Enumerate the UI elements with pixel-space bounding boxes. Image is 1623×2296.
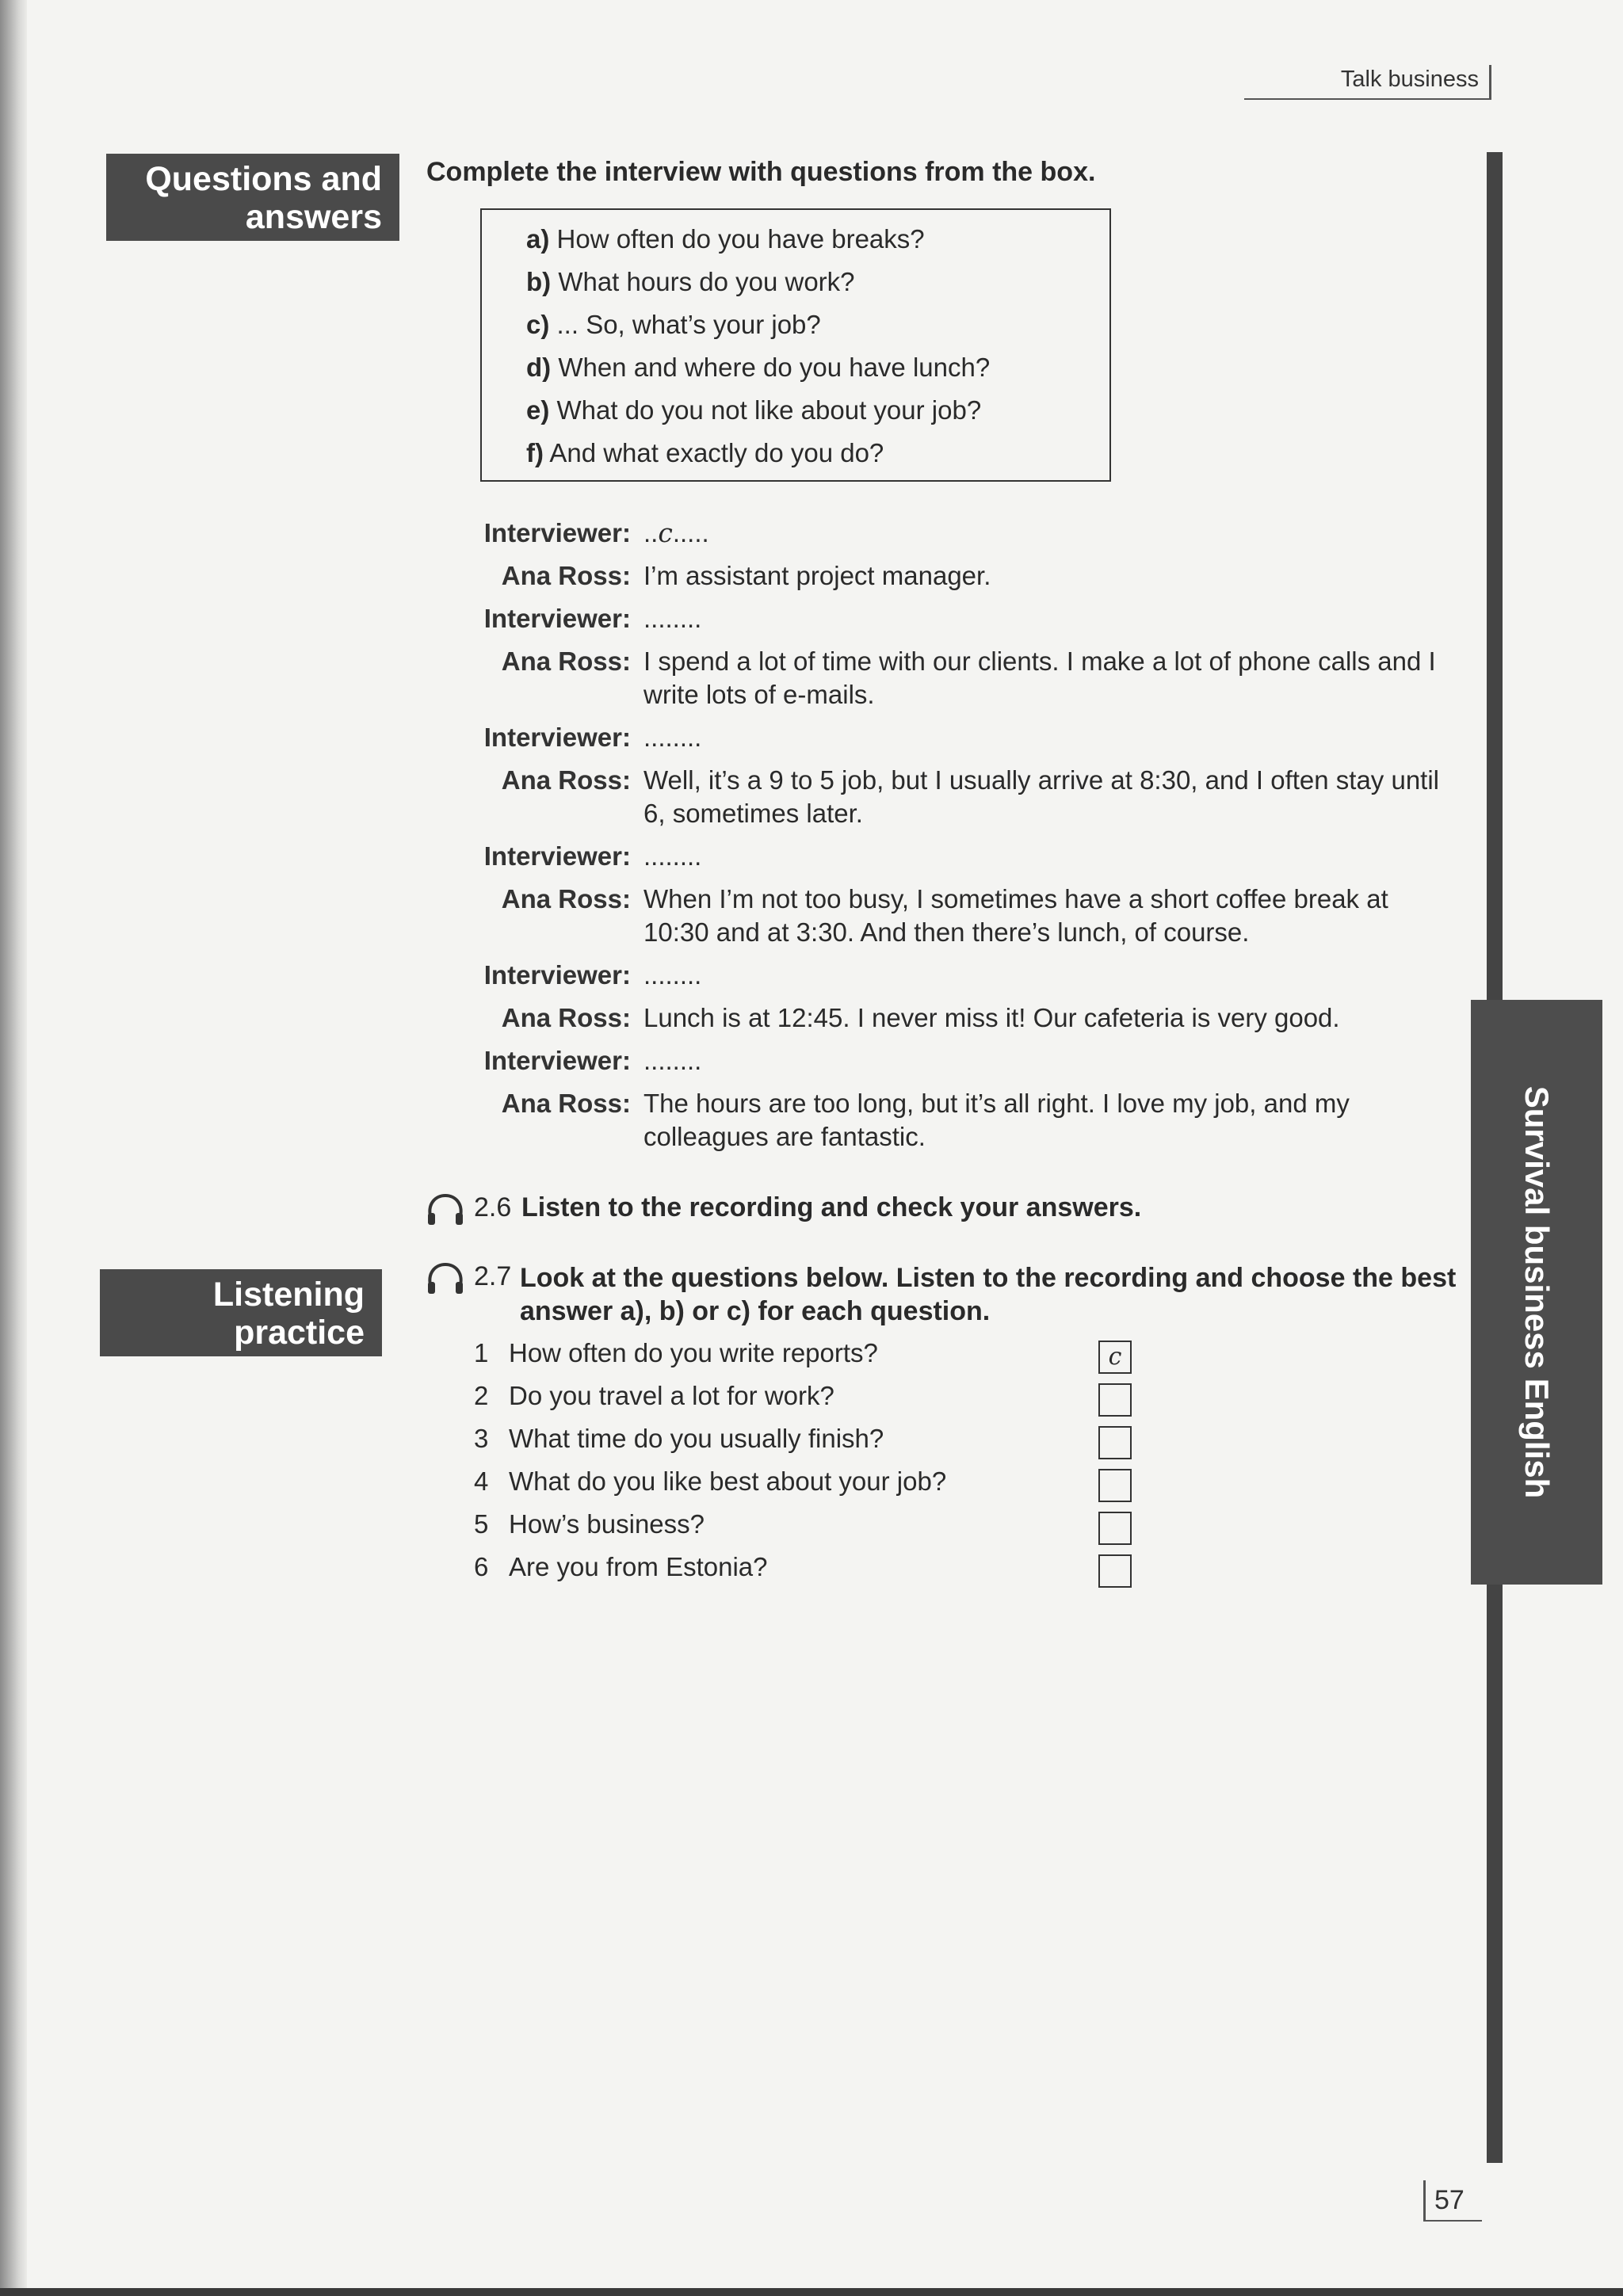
- item-question: Do you travel a lot for work?: [509, 1381, 834, 1410]
- list-item: [474, 1507, 1140, 1550]
- option-text: How often do you have breaks?: [556, 224, 925, 254]
- page-gutter-shadow: [0, 0, 27, 2296]
- listening-instruction: Listen to the recording and check your answers.: [521, 1192, 1142, 1222]
- blank-dots: .....: [672, 518, 709, 547]
- question-option: [526, 346, 1109, 389]
- list-item: [474, 1550, 1140, 1592]
- speaker: Ana Ross:: [501, 1089, 631, 1118]
- section-label-line: Questions and: [145, 160, 382, 198]
- speaker: Ana Ross:: [501, 1003, 631, 1032]
- exercise-instruction: Complete the interview with questions from the box.: [426, 157, 1096, 187]
- dialogue-turn: [475, 602, 1458, 635]
- dialogue-turn: [475, 883, 1458, 949]
- dialogue-turn: [475, 721, 1458, 754]
- item-number: 4: [474, 1466, 489, 1496]
- item-number: 6: [474, 1552, 489, 1581]
- headphones-icon: [425, 1261, 466, 1296]
- question-option: [526, 218, 1109, 261]
- listening-question-list: [474, 1336, 1140, 1592]
- answer-blank[interactable]: ........: [643, 960, 702, 990]
- item-number: 1: [474, 1338, 489, 1367]
- option-text: What do you not like about your job?: [556, 395, 982, 425]
- dialogue-turn: [475, 1087, 1458, 1154]
- question-option: [526, 303, 1109, 346]
- section-label-line: answers: [245, 198, 382, 236]
- utterance: I spend a lot of time with our clients. I make a lot of phone calls and I write lots of e-mails.: [643, 646, 1436, 709]
- utterance: When I’m not too busy, I sometimes have a short coffee break at 10:30 and at 3:30. And then there’s lunch, of course.: [643, 884, 1388, 947]
- speaker: Interviewer:: [483, 604, 631, 633]
- handwritten-answer: c: [658, 517, 673, 548]
- listening-instruction: Look at the questions below. Listen to the recording and choose the best answer a), b) or c) for each question.: [520, 1263, 1457, 1326]
- utterance: The hours are too long, but it’s all right. I love my job, and my colleagues are fantastic.: [643, 1089, 1350, 1151]
- option-letter: e): [526, 395, 550, 425]
- speaker: Interviewer:: [483, 518, 631, 547]
- page-number-rule: [1423, 2220, 1482, 2222]
- option-text: And what exactly do you do?: [549, 438, 884, 467]
- interview-dialogue: [475, 517, 1458, 1163]
- page-number: [1423, 2180, 1482, 2222]
- side-tab-label: Survival business English: [1518, 1085, 1556, 1499]
- track-number: 2.6: [474, 1192, 512, 1222]
- headphones-icon: [425, 1192, 466, 1227]
- running-head: [1244, 65, 1491, 100]
- utterance: Lunch is at 12:45. I never miss it! Our cafeteria is very good.: [643, 1003, 1340, 1032]
- dialogue-turn: [475, 517, 1458, 550]
- page-number-bracket: [1423, 2180, 1426, 2222]
- question-option: [526, 261, 1109, 303]
- speaker: Ana Ross:: [501, 646, 631, 676]
- answer-blank[interactable]: ........: [643, 723, 702, 752]
- speaker: Interviewer:: [483, 960, 631, 990]
- item-question: What do you like best about your job?: [509, 1466, 947, 1496]
- option-letter: c): [526, 310, 550, 339]
- item-question: How’s business?: [509, 1509, 705, 1539]
- section-label-line: practice: [234, 1314, 365, 1352]
- dialogue-turn: [475, 840, 1458, 873]
- blank-dots: ..: [643, 518, 659, 547]
- dialogue-turn: [475, 1001, 1458, 1035]
- option-letter: d): [526, 353, 552, 382]
- track-number: 2.7: [474, 1261, 512, 1291]
- utterance: Well, it’s a 9 to 5 job, but I usually arrive at 8:30, and I often stay until 6, sometimes later.: [643, 765, 1440, 828]
- running-head-text: Talk business: [1340, 67, 1479, 92]
- section-label-line: Listening: [212, 1276, 365, 1314]
- answer-box[interactable]: [1098, 1469, 1132, 1502]
- item-number: 5: [474, 1509, 489, 1539]
- list-item: [474, 1464, 1140, 1507]
- question-option: [526, 389, 1109, 432]
- option-text: What hours do you work?: [558, 267, 855, 296]
- speaker: Interviewer:: [483, 723, 631, 752]
- dialogue-turn: [475, 959, 1458, 992]
- answer-box[interactable]: [1098, 1554, 1132, 1588]
- speaker: Interviewer:: [483, 841, 631, 871]
- item-question: What time do you usually finish?: [509, 1424, 884, 1453]
- item-question: Are you from Estonia?: [509, 1552, 768, 1581]
- option-letter: a): [526, 224, 550, 254]
- dialogue-turn: [475, 1044, 1458, 1077]
- answer-blank[interactable]: ........: [643, 1046, 702, 1075]
- page-number-text: 57: [1434, 2185, 1465, 2215]
- item-number: 2: [474, 1381, 489, 1410]
- question-box: [480, 208, 1111, 482]
- answer-box[interactable]: [1098, 1383, 1132, 1417]
- list-item: [474, 1421, 1140, 1464]
- dialogue-turn: [475, 559, 1458, 593]
- running-head-rule: [1244, 98, 1491, 100]
- speaker: Interviewer:: [483, 1046, 631, 1075]
- speaker: Ana Ross:: [501, 884, 631, 913]
- option-text: ... So, what’s your job?: [556, 310, 821, 339]
- speaker: Ana Ross:: [501, 561, 631, 590]
- answer-blank[interactable]: ........: [643, 604, 702, 633]
- option-text: When and where do you have lunch?: [558, 353, 991, 382]
- answer-blank[interactable]: [643, 517, 1458, 550]
- speaker: Ana Ross:: [501, 765, 631, 795]
- option-letter: b): [526, 267, 552, 296]
- dialogue-turn: [475, 764, 1458, 830]
- answer-box[interactable]: [1098, 1512, 1132, 1545]
- question-option: [526, 432, 1109, 475]
- answer-blank[interactable]: ........: [643, 841, 702, 871]
- section-label-questions-and-answers: [106, 154, 399, 241]
- section-label-listening-practice: [100, 1269, 382, 1356]
- option-letter: f): [526, 438, 544, 467]
- list-item: [474, 1336, 1140, 1379]
- item-number: 3: [474, 1424, 489, 1453]
- answer-box[interactable]: c: [1098, 1341, 1132, 1374]
- list-item: [474, 1379, 1140, 1421]
- page-bottom-edge: [0, 2288, 1623, 2296]
- answer-box[interactable]: [1098, 1426, 1132, 1459]
- running-head-bracket: [1489, 65, 1491, 100]
- dialogue-turn: [475, 645, 1458, 711]
- utterance: I’m assistant project manager.: [643, 561, 991, 590]
- item-question: How often do you write reports?: [509, 1338, 878, 1367]
